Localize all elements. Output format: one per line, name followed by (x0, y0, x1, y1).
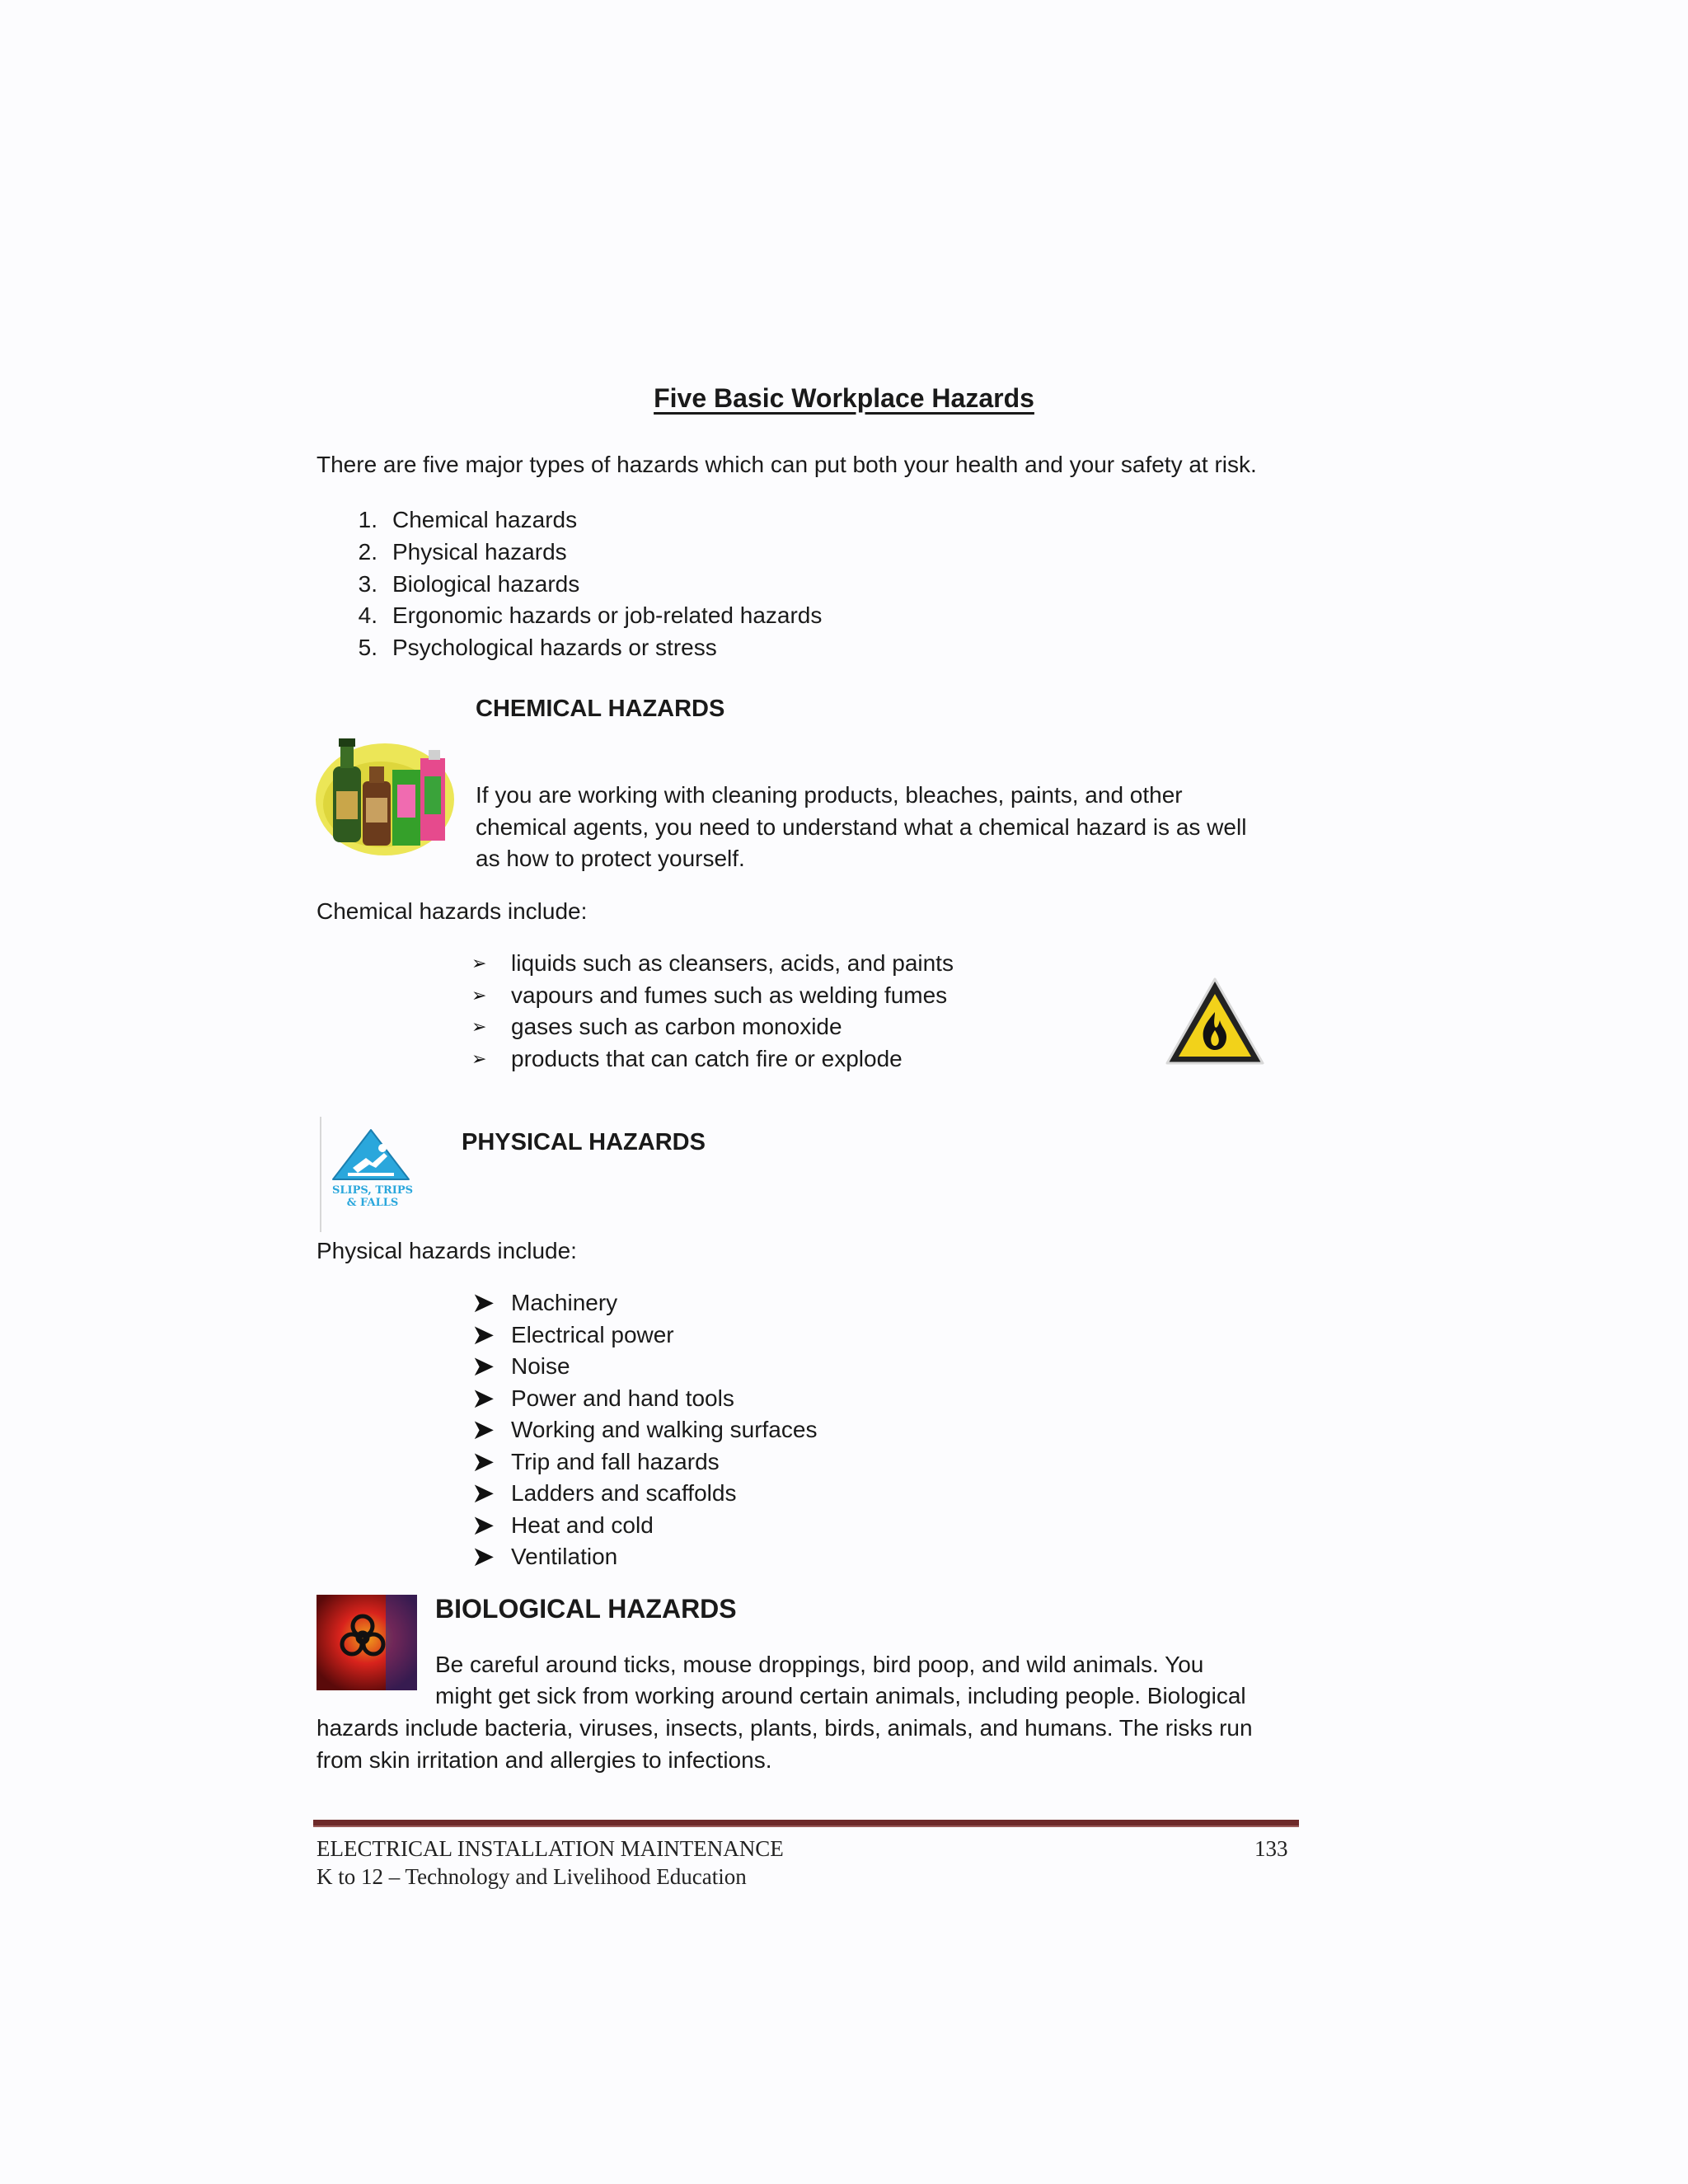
list-item: 2. Physical hazards (358, 538, 567, 565)
list-item: ➤ Ventilation (471, 1541, 618, 1572)
list-item: ➤ Machinery (471, 1287, 618, 1319)
flammable-warning-icon (1164, 976, 1266, 1068)
biological-heading: BIOLOGICAL HAZARDS (435, 1594, 737, 1624)
footer-course-title: ELECTRICAL INSTALLATION MAINTENANCE (316, 1836, 784, 1861)
list-item: ➤ Working and walking surfaces (471, 1414, 818, 1446)
list-item: 4. Ergonomic hazards or job-related hazards (358, 602, 823, 629)
list-item: 3. Biological hazards (358, 570, 580, 597)
intro-paragraph: There are five major types of hazards which can put both your health and your safety at risk. (316, 452, 1257, 477)
physical-items-list (471, 1287, 817, 1573)
biological-paragraph-line-3: hazards include bacteria, viruses, insects, plants, birds, animals, and humans. The risks run (316, 1715, 1253, 1741)
list-item: 1. Chemical hazards (358, 507, 578, 532)
list-item: ➢ gases such as carbon monoxide (471, 1014, 842, 1039)
page-number: 133 (1254, 1836, 1288, 1861)
sign-text-1: SLIPS, TRIPS (331, 1184, 414, 1197)
chemical-bottles-image (315, 733, 455, 857)
chemical-heading: CHEMICAL HAZARDS (476, 696, 725, 722)
list-item: ➤ Noise (471, 1351, 570, 1382)
chemical-items-list (471, 948, 954, 1075)
chemical-include-label: Chemical hazards include: (316, 898, 588, 924)
list-item: ➢ liquids such as cleansers, acids, and paints (471, 950, 954, 976)
footer-rule (313, 1820, 1299, 1827)
biological-paragraph-line-2: might get sick from working around certain animals, including people. Biological (435, 1683, 1246, 1708)
biological-paragraph-line-1: Be careful around ticks, mouse droppings, bird poop, and wild animals. You (435, 1652, 1204, 1677)
biological-paragraph-line-4: from skin irritation and allergies to infections. (316, 1747, 772, 1773)
biohazard-icon (316, 1595, 417, 1690)
list-item: ➤ Trip and fall hazards (471, 1446, 720, 1478)
list-item: 5. Psychological hazards or stress (358, 635, 717, 661)
list-item: ➤ Electrical power (471, 1319, 674, 1351)
list-item: ➤ Heat and cold (471, 1509, 654, 1541)
list-item: ➤ Ladders and scaffolds (471, 1478, 737, 1509)
footer-subtitle: K to 12 – Technology and Livelihood Education (316, 1864, 747, 1889)
physical-include-label: Physical hazards include: (316, 1238, 577, 1263)
list-item: ➤ Power and hand tools (471, 1382, 734, 1414)
page-title: Five Basic Workplace Hazards (654, 383, 1034, 413)
hazard-types-list (316, 504, 822, 664)
slips-trips-falls-sign (320, 1117, 437, 1232)
list-item: ➢ vapours and fumes such as welding fumes (471, 982, 948, 1008)
sign-text-2: & FALLS (346, 1197, 399, 1209)
physical-heading: PHYSICAL HAZARDS (462, 1129, 706, 1155)
list-item: ➢ products that can catch fire or explode (471, 1045, 903, 1071)
chemical-paragraph: If you are working with cleaning products, bleaches, paints, and other chemical agents, you need to understand what a chemical hazard is as well as how to protect yourself. (476, 782, 1247, 871)
